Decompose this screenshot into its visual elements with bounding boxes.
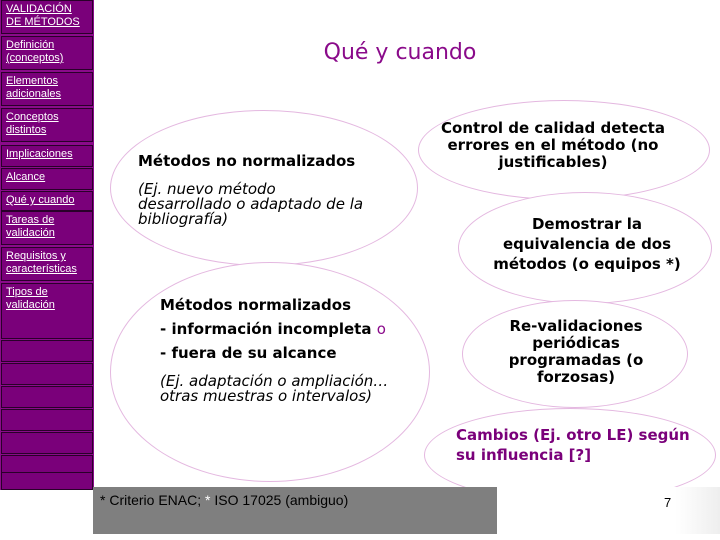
nav-item-requisitos[interactable]: Requisitos y características [1,247,93,281]
normalized-line1-text: - información incompleta [160,320,372,338]
normalized-line2: - fuera de su alcance [160,344,337,362]
footer-note-star: * [205,492,211,508]
nav-item-empty[interactable] [1,472,93,490]
revalidation-text: Re-validaciones periódicas programadas (o forzosas) [508,317,644,386]
footer-note-prefix: * Criterio ENAC; [100,492,202,508]
normalized-line1-connector: o [376,320,386,338]
nav-item-empty[interactable] [1,363,93,385]
normalized-example: (Ej. adaptación o ampliación… otras muestras o intervalos) [160,372,389,405]
nav-item-elementos[interactable]: Elementos adicionales [1,72,93,106]
changes-text: Cambios (Ej. otro LE) según su influencia [?] [456,426,690,464]
nav-item-que-y-cuando[interactable]: Qué y cuando [1,191,93,211]
nav-item-conceptos[interactable]: Conceptos distintos [1,108,93,142]
equivalence-text: Demostrar la equivalencia de dos métodos (o equipos *) [493,215,681,273]
nav-item-empty[interactable] [1,386,93,408]
normalized-heading: Métodos normalizados [160,296,352,314]
control-text: Control de calidad detecta errores en el método (no justificables) [441,119,665,171]
nav-item-tipos[interactable]: Tipos de validación [1,283,93,339]
nav-item-tareas[interactable]: Tareas de validación [1,211,93,245]
slide-title: Qué y cuando [323,40,477,65]
footer-right-strip [497,487,720,534]
page-number: 7 [664,495,672,510]
footer-note-suffix: ISO 17025 (ambiguo) [214,492,349,508]
nav-item-empty[interactable] [1,340,93,362]
non-normalized-heading: Métodos no normalizados [138,152,356,170]
non-normalized-example: (Ej. nuevo método desarrollado o adaptado de la bibliografía) [138,180,364,228]
nav-item-empty[interactable] [1,409,93,431]
sidebar-nav [0,0,94,490]
nav-item-implicaciones[interactable]: Implicaciones [1,145,93,167]
normalized-line1 [160,320,420,338]
nav-item-definicion[interactable]: Definición (conceptos) [1,36,93,70]
nav-item-empty[interactable] [1,432,93,454]
nav-item-validacion[interactable]: VALIDACIÓN DE MÉTODOS [1,0,93,34]
footer-note [100,492,348,508]
nav-item-alcance[interactable]: Alcance [1,168,93,190]
